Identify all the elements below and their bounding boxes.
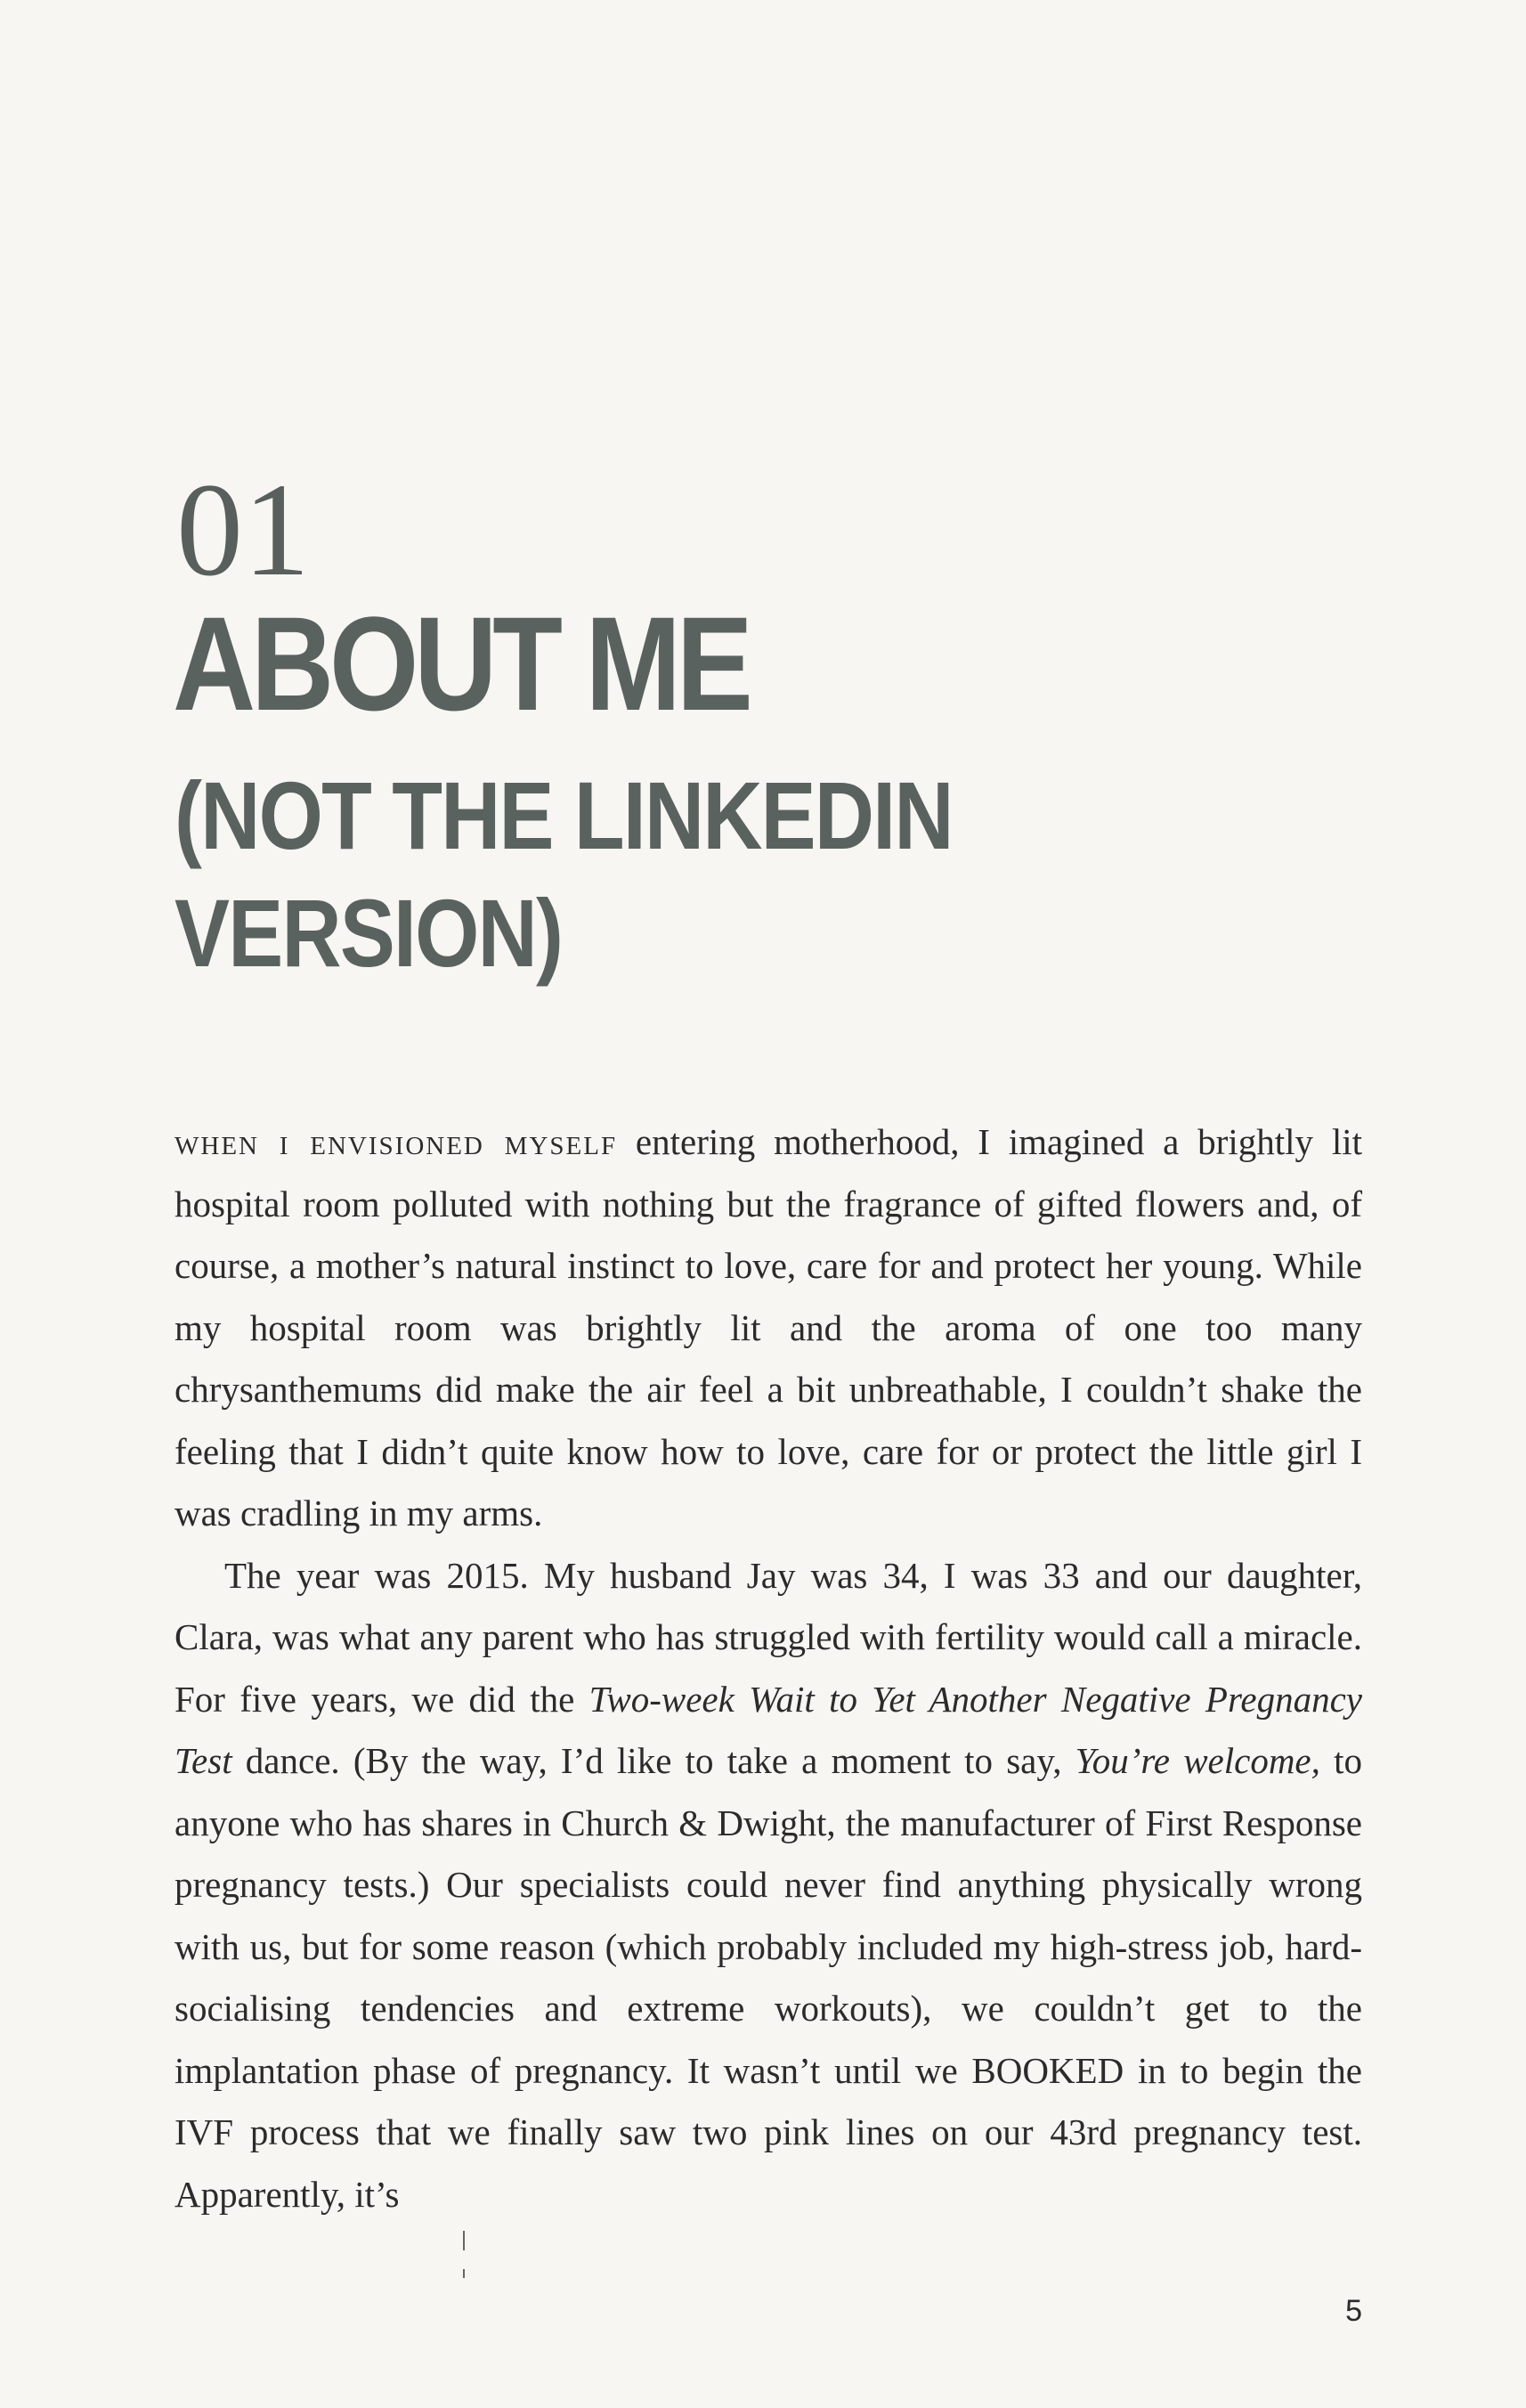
paragraph-2 xyxy=(175,1545,1362,2226)
paragraph-2-italic-welcome: You’re welcome, xyxy=(1075,1740,1320,1781)
paragraph-2-italic-test-dance: Two-week Wait to Yet Another Negative Pregnancy Test xyxy=(175,1678,1362,1781)
page-number: 5 xyxy=(1345,2294,1362,2328)
scan-artifact-mark xyxy=(463,2269,465,2278)
opening-smallcaps: when i envisioned myself xyxy=(175,1121,618,1162)
chapter-subtitle: (NOT THE LINKEDIN VERSION) xyxy=(175,761,953,987)
chapter-body xyxy=(175,1111,1362,2225)
chapter-number: 01 xyxy=(176,456,310,604)
paragraph-2-text-a: The year was 2015. My husband Jay was 34, I was 33 and our daughter, Clara, was what any parent who has struggled with fertility would call a miracle. For five years, we did the xyxy=(175,1554,1362,1720)
paragraph-1-text: entering motherhood, I imagined a brightly lit hospital room polluted with nothing but the fragrance of gifted flowers and, of course, a mother’s natural instinct to love, care for and protect her young. While my hospital room was brightly lit and the aroma of one too many chrysanthemums did make the air feel a bit unbreathable, I couldn’t shake the feeling that I didn’t quite know how to love, care for or protect the little girl I was cradling in my arms. xyxy=(175,1121,1362,1533)
chapter-title: ABOUT ME xyxy=(173,589,749,738)
scan-artifact-mark xyxy=(463,2231,465,2250)
paragraph-2-text-b: dance. (By the way, I’d like to take a moment to say, xyxy=(231,1740,1076,1781)
paragraph-2-text-c: to anyone who has shares in Church & Dwight, the manufacturer of First Response pregnancy tests.) Our specialists could never find anything physically wrong with us, but for some reason (which probably included my high-stress job, hard-socialising tendencies and extreme workouts), we couldn’t get to the implantation phase of pregnancy. It wasn’t until we BOOKED in to begin the IVF process that we finally saw two pink lines on our 43rd pregnancy test. Apparently, it’s xyxy=(175,1740,1362,2215)
paragraph-1 xyxy=(175,1111,1362,1545)
